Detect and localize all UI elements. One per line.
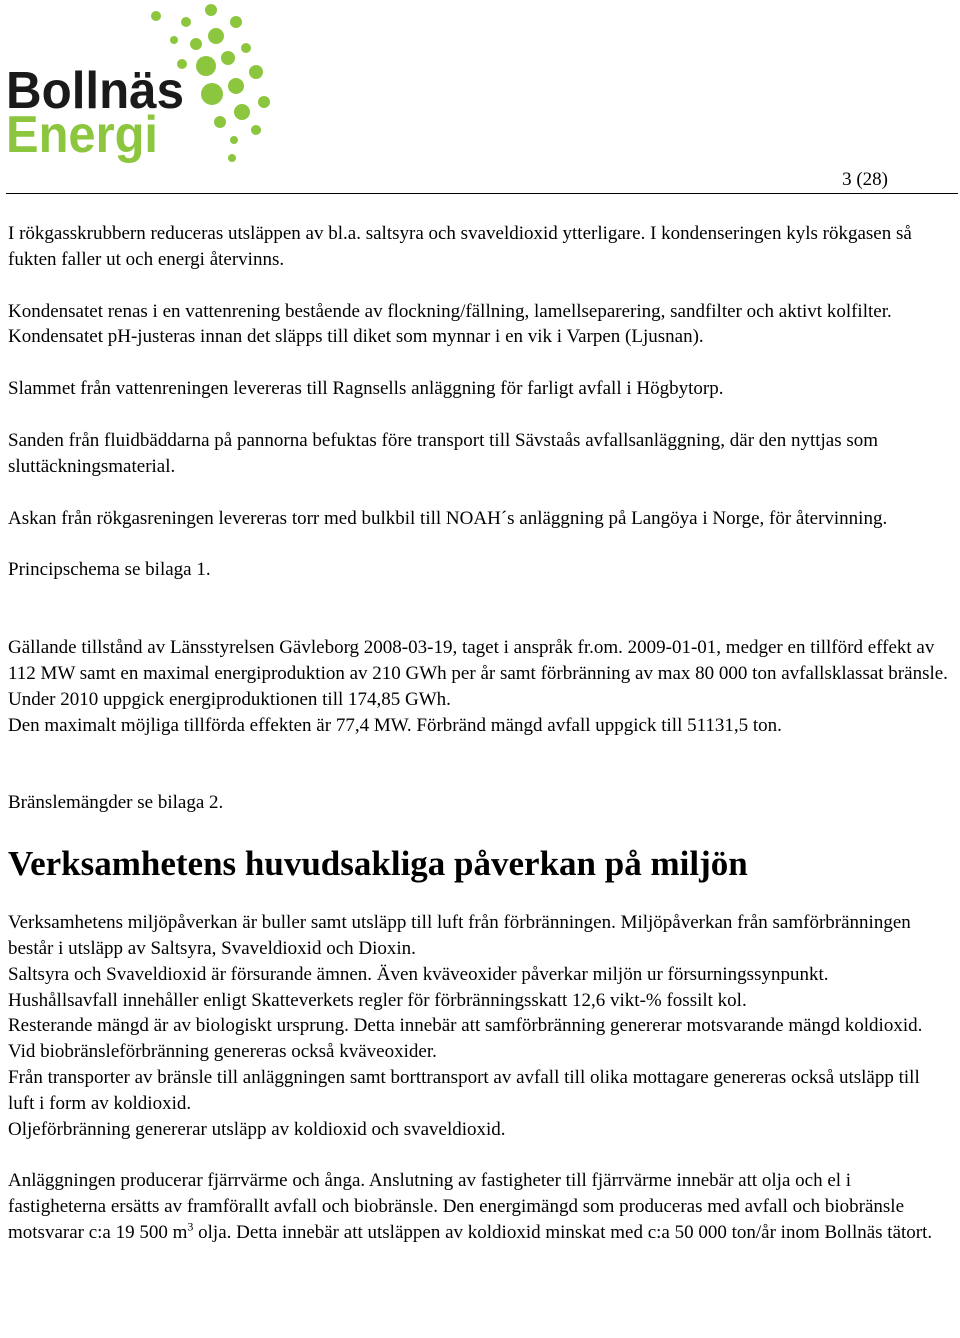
cubic-superscript: 3 bbox=[187, 1219, 194, 1234]
impact-line: Saltsyra och Svaveldioxid är försurande ämnen. Även kväveoxider påverkar miljön ur försurningssynpunkt. bbox=[8, 963, 829, 985]
paragraph-principschema: Principschema se bilaga 1. bbox=[8, 559, 211, 581]
paragraph-effekt: Den maximalt möjliga tillförda effekten är 77,4 MW. Förbränd mängd avfall uppgick till 51131,5 ton. bbox=[8, 714, 782, 736]
logo-graphic bbox=[6, 0, 276, 170]
logo-word-bollnas: Bollnäs bbox=[6, 62, 184, 120]
section-heading: Verksamhetens huvudsakliga påverkan på miljön bbox=[8, 844, 748, 884]
document-body bbox=[8, 221, 948, 1272]
impact-line: Verksamhetens miljöpåverkan är buller samt utsläpp till luft från förbränningen. Miljöpåverkan från samförbränningen består i utsläpp av Saltsyra, Svaveldioxid och Dioxin. bbox=[8, 912, 911, 959]
paragraph-aska: Askan från rökgasreningen levereras torr med bulkbil till NOAH´s anläggning på Langöya i Norge, för återvinning. bbox=[8, 507, 888, 529]
impact-line: Från transporter av bränsle till anläggningen samt borttransport av avfall till olika mottagare genereras också utsläpp till luft i form av koldioxid. bbox=[8, 1066, 920, 1114]
impact-line: Hushållsavfall innehåller enligt Skatteverkets regler för förbränningsskatt 12,6 vikt-% fossilt kol. bbox=[8, 989, 747, 1011]
page-number: 3 (28) bbox=[842, 169, 888, 190]
fjarrvarme-text: Anläggningen producerar fjärrvärme och ånga. Anslutning av fastigheter till fjärrvärme innebär att olja och el i fastigheterna ersätts av framförallt avfall och biobränsle. Den energimängd som produceras med avfall och biobränsle motsvarar c:a 19 500 m bbox=[8, 1170, 905, 1243]
bollnas-energi-logo bbox=[6, 0, 276, 170]
impact-line: Resterande mängd är av biologiskt ursprung. Detta innebär att samförbränning genererar motsvarande mängd koldioxid. Vid biobränsleförbränning genereras också kväveoxider. bbox=[8, 1015, 923, 1063]
paragraph-tillstand: Gällande tillstånd av Länsstyrelsen Gävleborg 2008-03-19, taget i anspråk fr.om. 2009-01-01, medger en tillförd effekt av 112 MW samt en maximal energiproduktion av 210 GWh per år samt förbränning av max 80 000 ton avfallsklassat bränsle. Under 2010 uppgick energiproduktionen till 174,85 GWh. bbox=[8, 637, 948, 710]
logo-word-energi: Energi bbox=[6, 106, 158, 164]
paragraph-sand: Sanden från fluidbäddarna på pannorna befuktas före transport till Sävstaås avfallsanläggning, där den nyttjas som sluttäckningsmaterial. bbox=[8, 429, 879, 477]
impact-line: Oljeförbränning genererar utsläpp av koldioxid och svaveldioxid. bbox=[8, 1118, 506, 1140]
paragraph-slam: Slammet från vattenreningen levereras till Ragnsells anläggning för farligt avfall i Högbytorp. bbox=[8, 378, 724, 400]
paragraph-rokgasskrubber: I rökgasskrubbern reduceras utsläppen av bl.a. saltsyra och svaveldioxid ytterligare. I kondenseringen kyls rökgasen så fukten faller ut och energi återvinns. bbox=[8, 223, 912, 270]
fjarrvarme-text-end: olja. Detta innebär att utsläppen av koldioxid minskat med c:a 50 000 ton/år inom Bollnäs tätort. bbox=[193, 1221, 933, 1243]
paragraph-fjarrvarme bbox=[8, 1168, 948, 1245]
environment-impact-block bbox=[8, 910, 948, 1142]
paragraph-kondensat: Kondensatet renas i en vattenrening bestående av flockning/fällning, lamellseparering, sandfilter och aktivt kolfilter. Kondensatet pH-justeras innan det släpps till diket som mynnar i en vik i Varpen (Ljusnan). bbox=[8, 300, 892, 348]
paragraph-branslemangder: Bränslemängder se bilaga 2. bbox=[8, 792, 224, 814]
header-divider bbox=[6, 193, 958, 194]
